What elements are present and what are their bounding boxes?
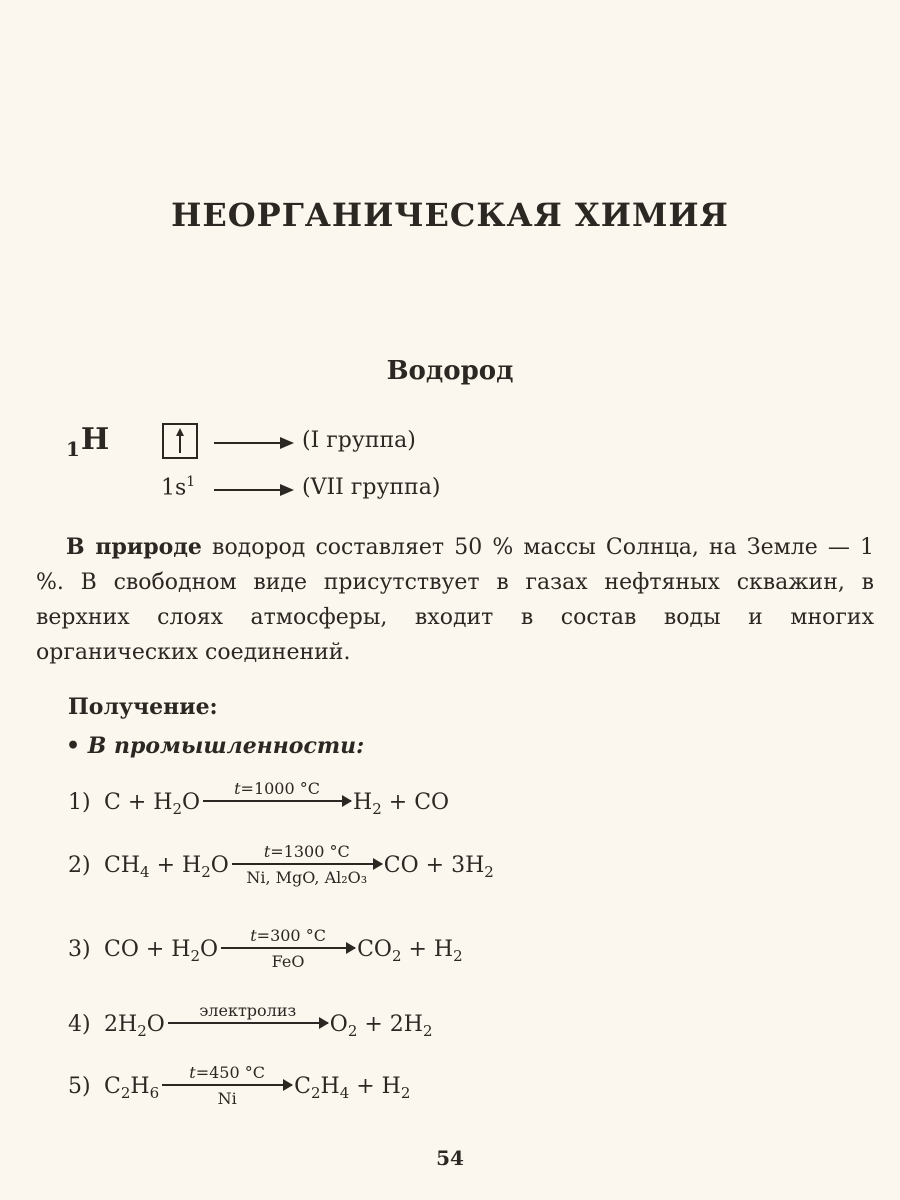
electron-up-arrow-icon — [164, 425, 196, 457]
page-title: НЕОРГАНИЧЕСКАЯ ХИМИЯ — [171, 196, 729, 234]
orbital-cell — [162, 423, 198, 459]
group-1-label: (I группа) — [302, 428, 416, 453]
reaction-4: 4) $2H_2O$ электролиз $O_2 + 2H_2$ — [68, 1001, 433, 1040]
reaction-1: 1) $C + H_2O$ t=1000 °C $H_2$ + CO — [68, 779, 450, 818]
orbital-config: $1s^1$ — [161, 474, 196, 501]
industry-heading: • В промышленности: — [66, 733, 365, 759]
obtaining-heading: Получение: — [68, 694, 218, 720]
reaction-5: 5) $C_2H_6$ t=450 °C Ni $C_2H_4 + H_2$ — [68, 1063, 411, 1108]
section-title: Водород — [386, 356, 514, 386]
intro-paragraph — [36, 530, 874, 670]
group-2-arrow — [214, 489, 292, 491]
reaction-5-arrow: t=450 °C Ni — [162, 1084, 292, 1086]
reaction-3: 3) CO + $H_2O$ t=300 °C FeO $CO_2 + H_2$ — [68, 926, 463, 971]
element-symbol: $_1$H — [66, 422, 110, 461]
reaction-4-arrow: электролиз — [168, 1022, 328, 1024]
group-2-label: (VII группа) — [302, 475, 441, 500]
reaction-2-arrow: t=1300 °C Ni, MgO, Al₂O₃ — [232, 863, 382, 865]
intro-lead: В природе — [66, 534, 202, 560]
reaction-3-arrow: t=300 °C FeO — [221, 947, 355, 949]
intro-text: водород составляет 50 % массы Солнца, на Земле — 1 %. В свободном виде присутствует в газах нефтяных скважин, в верхних слоях атмосферы, входит в состав воды и многих органических соединений. — [36, 535, 874, 665]
page-number: 54 — [436, 1146, 464, 1170]
reaction-2: 2) $CH_4 + H_2O$ t=1300 °C Ni, MgO, Al₂O₃ CO + $3H_2$ — [68, 842, 494, 887]
reaction-1-arrow: t=1000 °C — [203, 800, 351, 802]
group-1-arrow — [214, 442, 292, 444]
